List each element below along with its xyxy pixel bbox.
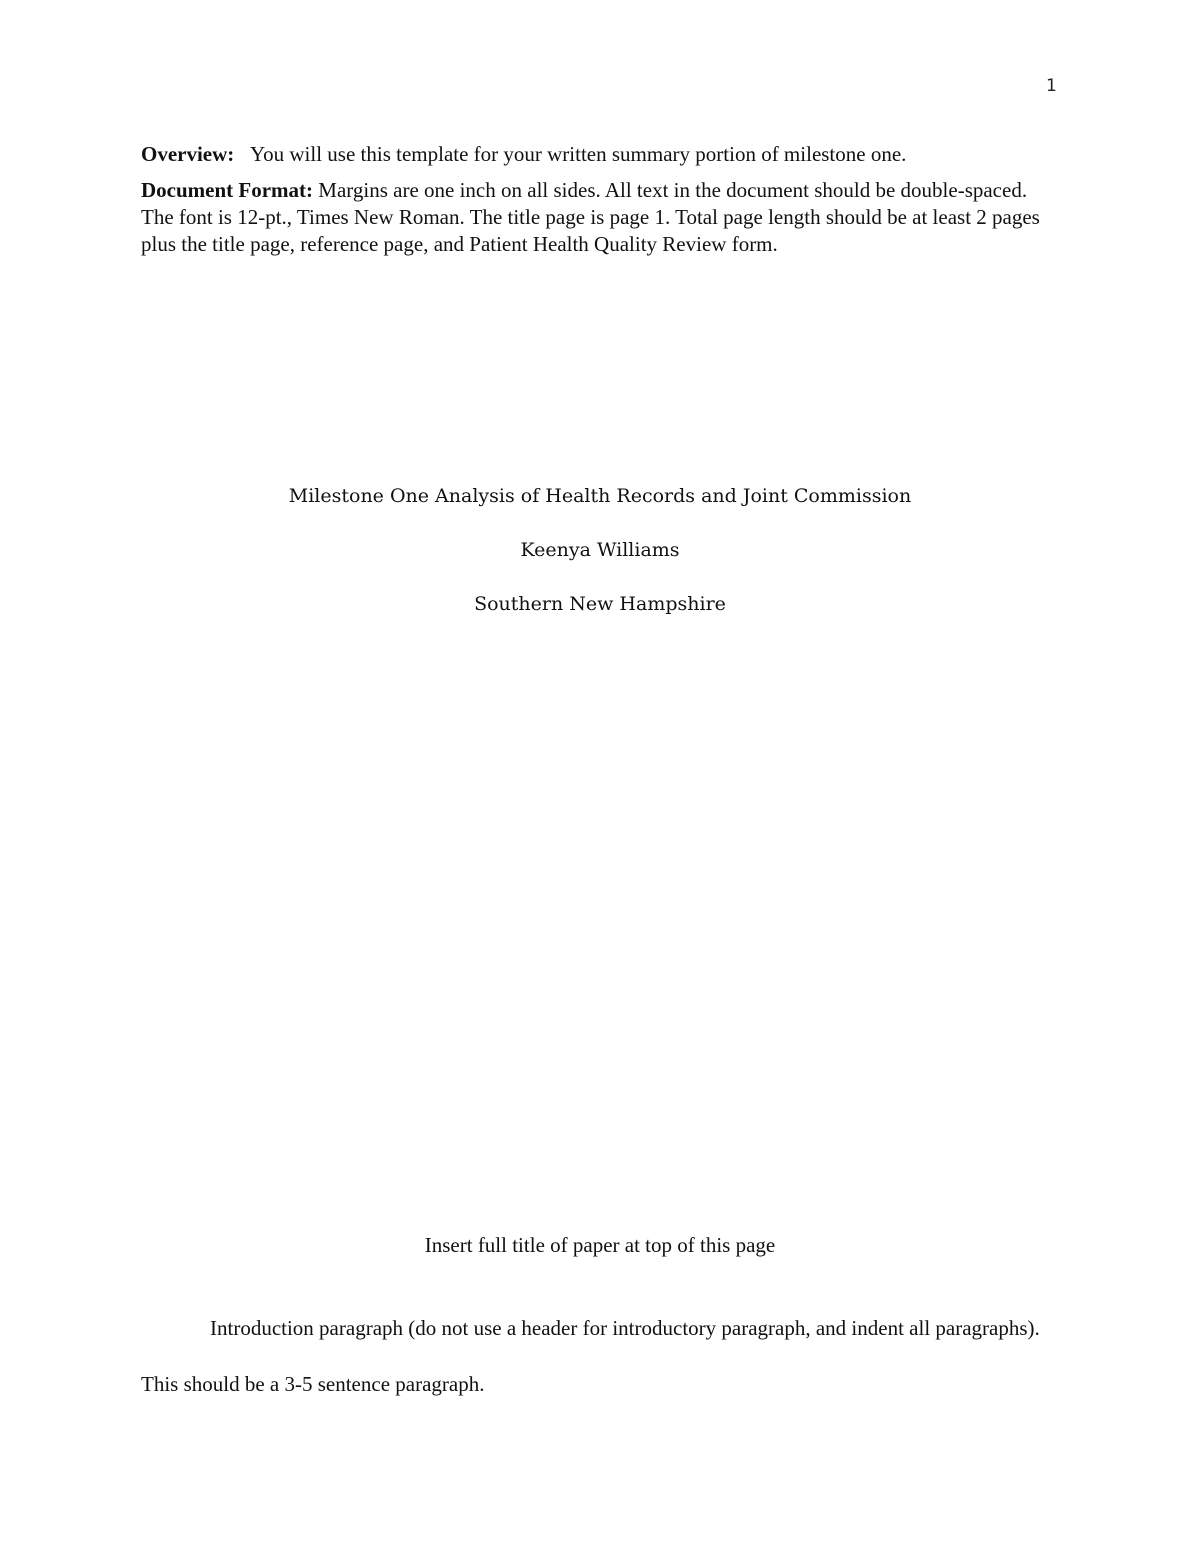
overview-paragraph: [141, 141, 1041, 168]
overview-text: You will use this template for your written summary portion of milestone one.: [250, 142, 907, 166]
body-title-heading: Insert full title of paper at top of this page: [424, 1233, 776, 1257]
title-page-block: [0, 481, 1200, 643]
template-instructions: [141, 141, 1041, 267]
page-number: 1: [1046, 76, 1057, 96]
document-format-paragraph: [141, 177, 1041, 258]
overview-label: Overview:: [141, 142, 235, 166]
institution-name: Southern New Hampshire: [474, 593, 726, 615]
document-format-text: Margins are one inch on all sides. All text in the document should be double-spaced. The font is 12-pt., Times New Roman. The title page is page 1. Total page length should be at least 2 pages plus the title page, reference page, and Patient Health Quality Review form.: [141, 178, 1040, 256]
document-format-label: Document Format:: [141, 178, 314, 202]
paper-title: Milestone One Analysis of Health Records and Joint Commission: [288, 485, 912, 507]
author-name: Keenya Williams: [520, 539, 680, 561]
introduction-paragraph: Introduction paragraph (do not use a header for introductory paragraph, and indent all paragraphs). This should be a 3-5 sentence paragraph.: [141, 1316, 1040, 1396]
